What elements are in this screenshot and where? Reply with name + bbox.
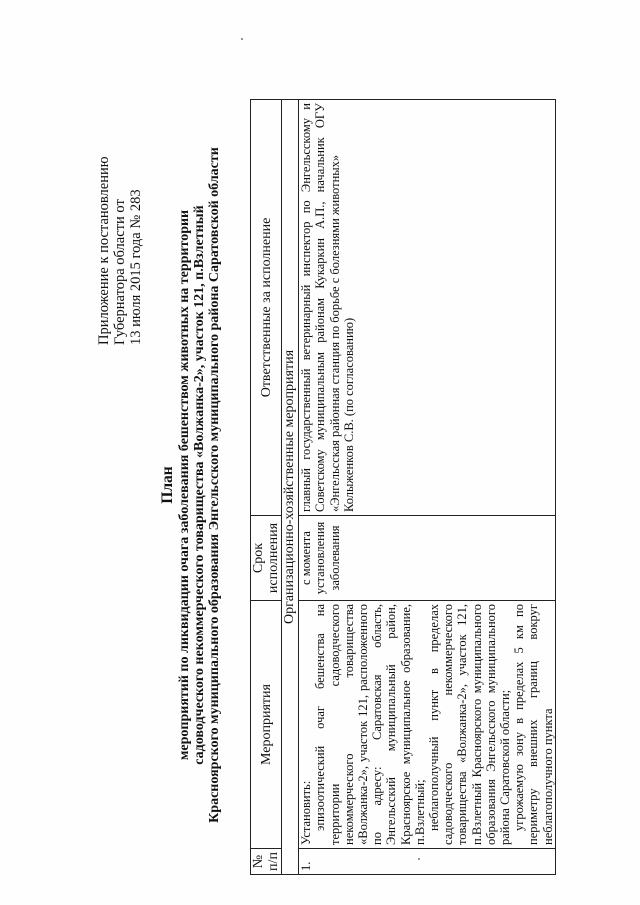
header-term: Срок исполнения [251, 516, 282, 601]
document-title: План [159, 466, 176, 504]
header-num: № п/п [251, 849, 282, 875]
header-responsible: Ответственные за исполнение [251, 100, 282, 516]
section-row [282, 100, 299, 875]
events-paragraph: угрожаемую зону в пределах 5 км по периметру внешних границ вокруг неблагополучного пункта [512, 604, 555, 845]
plan-table [250, 99, 556, 875]
appendix-line: Приложение к постановлению [96, 156, 112, 345]
responsible-paragraph: Колыженков С.В. (по согласованию) [341, 317, 356, 512]
table-header-row [251, 100, 282, 875]
document-heading [160, 105, 222, 865]
row-term: с момента установления заболевания [299, 516, 556, 601]
heading-line: Красноярского муниципального образования Энгельсского муниципального района Саратовской области [207, 147, 222, 823]
header-events: Мероприятия [251, 601, 282, 849]
heading-line: мероприятий по ликвидации очага заболевания бешенством животных на территории [177, 209, 192, 761]
appendix-note [96, 45, 144, 345]
events-paragraph: эпизоотический очаг бешенства на территории садоводческого некоммерческого товарищества «Волжанка-2», участок 121, расположенного по адресу: Саратовская область, Энгельсский муниципальный район, Красноярское муниципальное образование, п.Взлетный; [313, 604, 427, 845]
heading-line: садоводческого некоммерческого товарищества «Волжанка-2», участок 121, п.Взлетный [192, 205, 207, 765]
row-events [299, 601, 556, 849]
appendix-line: Губернатора области от [112, 199, 128, 345]
table-row [299, 100, 556, 875]
row-responsible [299, 100, 556, 516]
events-intro: Установить: [299, 780, 314, 845]
events-paragraph: неблагополучный пункт в пределах садоводческого некоммерческого товарищества «Волжанка-2», участок 121, п.Взлетный Красноярского муниципального образования Энгельсского муниципального района Саратовской области; [427, 604, 513, 845]
responsible-paragraph: главный государственный ветеринарный инспектор по Энгельсскому и Советскому муниципальным районам Кукаркин А.П., начальник ОГУ «Энгельсская районная станция по борьбе с болезнями животных» [299, 103, 342, 512]
appendix-line: 13 июля 2015 года № 283 [128, 189, 144, 345]
section-title: Организационно-хозяйственные мероприятия [282, 100, 299, 875]
row-num: 1. [299, 849, 556, 875]
